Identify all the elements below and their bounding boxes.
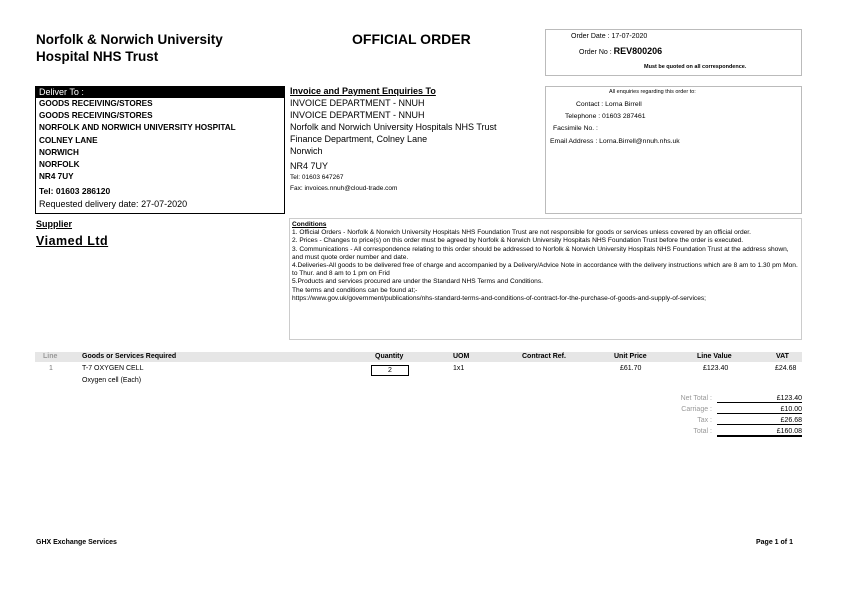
email-label: Email Address : xyxy=(550,138,598,145)
deliver-line: NORFOLK AND NORWICH UNIVERSITY HOSPITAL xyxy=(39,123,236,133)
deliver-tel: Tel: 01603 286120 xyxy=(39,186,111,197)
telephone-label: Telephone : xyxy=(565,113,601,120)
supplier-label: Supplier xyxy=(36,219,73,229)
order-date: Order Date : 17-07-2020 xyxy=(571,33,648,40)
col-quantity: Quantity xyxy=(375,353,404,360)
trust-name xyxy=(36,31,223,65)
conditions-box xyxy=(289,218,802,340)
col-contract: Contract Ref. xyxy=(522,353,566,360)
invoice-line: Finance Department, Colney Lane xyxy=(290,134,428,144)
col-unit-price: Unit Price xyxy=(614,353,647,360)
carriage-value: £10.00 xyxy=(717,406,802,414)
total-label: Total : xyxy=(693,428,712,435)
condition-item: 3. Communications - All correspondence relating to this order should be addressed to Norfolk & Norwich University Hospitals NHS Foundation Trust at the address shown, and must quote order number and date. xyxy=(292,245,789,261)
order-info-box xyxy=(545,29,802,76)
col-goods: Goods or Services Required xyxy=(82,353,177,360)
col-line: Line xyxy=(43,353,58,360)
deliver-to-title: Deliver To : xyxy=(36,87,284,98)
requested-delivery-date: Requested delivery date: 27-07-2020 xyxy=(39,198,188,209)
carriage-label: Carriage : xyxy=(681,406,712,413)
deliver-to-box xyxy=(35,86,285,214)
invoice-tel: Tel: 01603 647267 xyxy=(290,174,344,181)
invoice-line: INVOICE DEPARTMENT - NNUH xyxy=(290,98,425,108)
col-uom: UOM xyxy=(453,353,470,360)
invoice-line: INVOICE DEPARTMENT - NNUH xyxy=(290,110,425,120)
row-line-value: £123.40 xyxy=(703,365,729,372)
quote-note: Must be quoted on all correspondence. xyxy=(644,64,747,70)
email-value[interactable]: Lorna.Birrell@nnuh.nhs.uk xyxy=(599,138,680,145)
deliver-line: GOODS RECEIVING/STORES xyxy=(39,99,153,108)
invoice-fax: Fax: invoices.nnuh@cloud-trade.com xyxy=(290,185,398,192)
invoice-line: Norwich xyxy=(290,146,323,156)
document-title: OFFICIAL ORDER xyxy=(352,31,471,47)
enquiries-telephone xyxy=(565,113,646,120)
invoice-line: Norfolk and Norwich University Hospitals NHS Trust xyxy=(290,122,497,132)
condition-item: 5.Products and services procured are under the Standard NHS Terms and Conditions. xyxy=(292,278,543,286)
deliver-line: NR4 7UY xyxy=(39,172,74,182)
total-value: £160.08 xyxy=(717,428,802,437)
net-total-value: £123.40 xyxy=(717,395,802,403)
col-line-value: Line Value xyxy=(697,353,732,360)
enquiries-contact xyxy=(576,101,642,108)
deliver-line: GOODS RECEIVING/STORES xyxy=(39,111,153,121)
enquiries-facsimile xyxy=(553,125,598,132)
condition-item: 4.Deliveries-All goods to be delivered free of charge and accompanied by a Delivery/Advice Note in accordance with the delivery instructions which are 8 am to 1.30 pm Mon. to Thur. and 8 am to 1 pm on Frid xyxy=(292,262,798,278)
condition-item: The terms and conditions can be found at;- xyxy=(292,286,418,294)
order-number-value: REV800206 xyxy=(613,46,663,56)
enquiries-title: All enquiries regarding this order to: xyxy=(609,89,696,95)
contact-label: Contact : xyxy=(576,101,604,108)
row-unit-price: £61.70 xyxy=(620,365,642,372)
condition-item: 1. Official Orders - Norfolk & Norwich University Hospitals NHS Foundation Trust are not responsible for goods or services unless covered by an official order. xyxy=(292,229,751,237)
facsimile-label: Facsimile No. : xyxy=(553,125,598,132)
tax-value: £26.68 xyxy=(717,417,802,425)
page-number: Page 1 of 1 xyxy=(756,539,793,546)
net-total-label: Net Total : xyxy=(680,395,712,402)
order-number xyxy=(579,46,662,56)
order-number-label: Order No : xyxy=(579,49,612,56)
row-line: 1 xyxy=(49,365,53,372)
telephone-value: 01603 287461 xyxy=(602,113,646,120)
deliver-line: NORFOLK xyxy=(39,160,80,170)
deliver-address xyxy=(36,98,284,210)
col-vat: VAT xyxy=(776,353,789,360)
terms-link[interactable]: https://www.gov.uk/government/publications/nhs-standard-terms-and-conditions-of-contract-for-the-purchase-of-goods-and-supply-of-services; xyxy=(292,294,707,302)
enquiries-box xyxy=(545,86,802,214)
footer-left: GHX Exchange Services xyxy=(36,539,117,546)
row-goods: T-7 OXYGEN CELL xyxy=(82,365,144,372)
enquiries-email xyxy=(550,138,680,145)
deliver-line: COLNEY LANE xyxy=(39,135,98,145)
tax-label: Tax : xyxy=(697,417,712,424)
order-table-header xyxy=(35,352,802,362)
deliver-line: NORWICH xyxy=(39,147,79,157)
invoice-postcode: NR4 7UY xyxy=(290,161,329,171)
row-vat: £24.68 xyxy=(775,365,797,372)
condition-item: 2. Prices - Changes to price(s) on this order must be agreed by Norfolk & Norwich University Hospitals NHS Foundation Trust before the order is executed. xyxy=(292,237,744,245)
row-quantity: 2 xyxy=(371,365,409,376)
contact-value: Lorna Birrell xyxy=(605,101,642,108)
trust-name-line2: Hospital NHS Trust xyxy=(36,49,159,64)
supplier-name: Viamed Ltd xyxy=(36,234,109,248)
row-goods-desc: Oxygen cell (Each) xyxy=(82,377,142,384)
conditions-title: Conditions xyxy=(292,221,327,228)
trust-name-line1: Norfolk & Norwich University xyxy=(36,32,223,47)
row-uom: 1x1 xyxy=(453,365,465,372)
invoice-title: Invoice and Payment Enquiries To xyxy=(290,86,436,96)
invoice-enquiries xyxy=(290,85,497,194)
